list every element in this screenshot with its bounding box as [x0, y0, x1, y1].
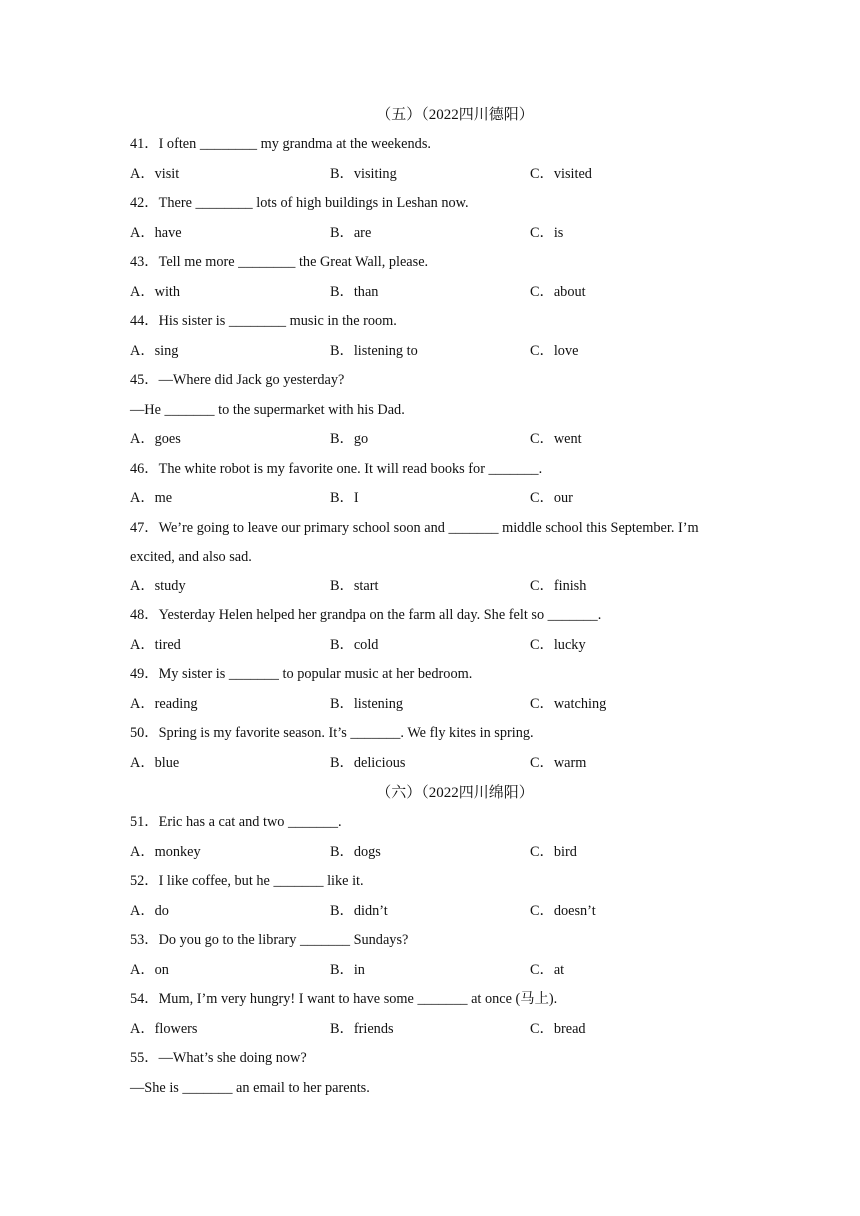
- answer-option: B．friends: [330, 1020, 394, 1037]
- question-text: 45．—Where did Jack go yesterday?: [130, 372, 345, 388]
- question: [130, 307, 740, 366]
- answer-option: C．is: [530, 224, 564, 241]
- question-text: 42．There ________ lots of high buildings in Leshan now.: [130, 195, 469, 211]
- exercise-content: [130, 100, 740, 1103]
- question: [130, 189, 740, 248]
- options-row: [130, 219, 740, 249]
- question-text: 48．Yesterday Helen helped her grandpa on the farm all day. She felt so _______.: [130, 607, 602, 623]
- options-row: [130, 749, 740, 779]
- question-text: —He _______ to the supermarket with his Dad.: [130, 401, 405, 418]
- answer-option: C．at: [530, 961, 565, 978]
- options-row: [130, 690, 740, 720]
- answer-option: B．delicious: [330, 754, 406, 771]
- options-row: [130, 160, 740, 190]
- answer-option: B．start: [330, 577, 379, 594]
- question-text: 47．We’re going to leave our primary school soon and _______ middle school this September. I’m excited, and also sad.: [130, 519, 699, 565]
- question: [130, 601, 740, 660]
- answer-option: B．didn’t: [330, 902, 388, 919]
- question: [130, 926, 740, 985]
- answer-option: A．me: [130, 490, 173, 506]
- answer-option: A．flowers: [130, 1020, 198, 1037]
- options-row: [130, 838, 740, 868]
- answer-option: B．listening: [330, 695, 404, 712]
- answer-option: A．do: [130, 902, 169, 919]
- answer-option: A．on: [130, 961, 169, 978]
- question: [130, 660, 740, 719]
- options-row: [130, 631, 740, 661]
- answer-option: B．listening to: [330, 342, 418, 359]
- answer-option: C．watching: [530, 695, 607, 712]
- answer-option: A．goes: [130, 431, 181, 447]
- question: [130, 808, 740, 867]
- options-row: [130, 484, 740, 514]
- answer-option: B．cold: [330, 636, 379, 653]
- answer-option: C．about: [530, 283, 586, 300]
- answer-option: B．in: [330, 961, 365, 978]
- options-row: [130, 278, 740, 308]
- answer-option: A．tired: [130, 636, 181, 653]
- options-row: [130, 1015, 740, 1045]
- question-text: 53．Do you go to the library _______ Sundays?: [130, 932, 409, 948]
- answer-option: A．monkey: [130, 843, 201, 860]
- answer-option: B．go: [330, 431, 369, 447]
- answer-option: C．warm: [530, 754, 587, 771]
- question-text: 44．His sister is ________ music in the room.: [130, 313, 397, 329]
- question-text: —She is _______ an email to her parents.: [130, 1079, 370, 1096]
- options-row: [130, 337, 740, 367]
- question-text: 46．The white robot is my favorite one. It will read books for _______.: [130, 460, 543, 477]
- answer-option: B．are: [330, 224, 372, 241]
- answer-option: C．love: [530, 342, 579, 359]
- answer-option: A．have: [130, 224, 182, 241]
- answer-option: A．visit: [130, 165, 180, 182]
- question-text: 54．Mum, I’m very hungry! I want to have some _______ at once (马上).: [130, 991, 558, 1007]
- answer-option: C．doesn’t: [530, 902, 596, 919]
- question: [130, 719, 740, 778]
- answer-option: C．our: [530, 490, 573, 506]
- question-text: 50．Spring is my favorite season. It’s _______. We fly kites in spring.: [130, 725, 534, 741]
- question: [130, 1044, 740, 1103]
- question: [130, 985, 740, 1044]
- question-text: 43．Tell me more ________ the Great Wall, please.: [130, 254, 429, 270]
- options-row: [130, 956, 740, 986]
- question-text: 55．—What’s she doing now?: [130, 1050, 307, 1066]
- question: [130, 514, 740, 602]
- question-text: 49．My sister is _______ to popular music at her bedroom.: [130, 666, 473, 682]
- section-title: （六）（2022四川绵阳）: [376, 785, 534, 801]
- question: [130, 248, 740, 307]
- answer-option: B．than: [330, 283, 379, 300]
- question: [130, 455, 740, 514]
- question-text: 52．I like coffee, but he _______ like it.: [130, 873, 364, 889]
- answer-option: B．I: [330, 490, 359, 506]
- section-title: （五）（2022四川德阳）: [376, 107, 534, 123]
- answer-option: B．dogs: [330, 843, 381, 860]
- answer-option: A．with: [130, 283, 181, 300]
- answer-option: C．bread: [530, 1020, 586, 1037]
- answer-option: C．went: [530, 431, 582, 447]
- answer-option: A．study: [130, 577, 186, 594]
- question: [130, 867, 740, 926]
- question-text: 51．Eric has a cat and two _______.: [130, 814, 342, 830]
- question: [130, 366, 740, 455]
- answer-option: C．bird: [530, 843, 577, 860]
- question-text: 41．I often ________ my grandma at the weekends.: [130, 136, 431, 152]
- answer-option: C．visited: [530, 165, 592, 182]
- options-row: [130, 572, 740, 602]
- options-row: [130, 897, 740, 927]
- answer-option: C．lucky: [530, 636, 586, 653]
- answer-option: A．reading: [130, 695, 198, 712]
- options-row: [130, 425, 740, 455]
- answer-option: C．finish: [530, 577, 587, 594]
- answer-option: A．blue: [130, 754, 180, 771]
- answer-option: B．visiting: [330, 165, 397, 182]
- question: [130, 130, 740, 189]
- answer-option: A．sing: [130, 342, 179, 359]
